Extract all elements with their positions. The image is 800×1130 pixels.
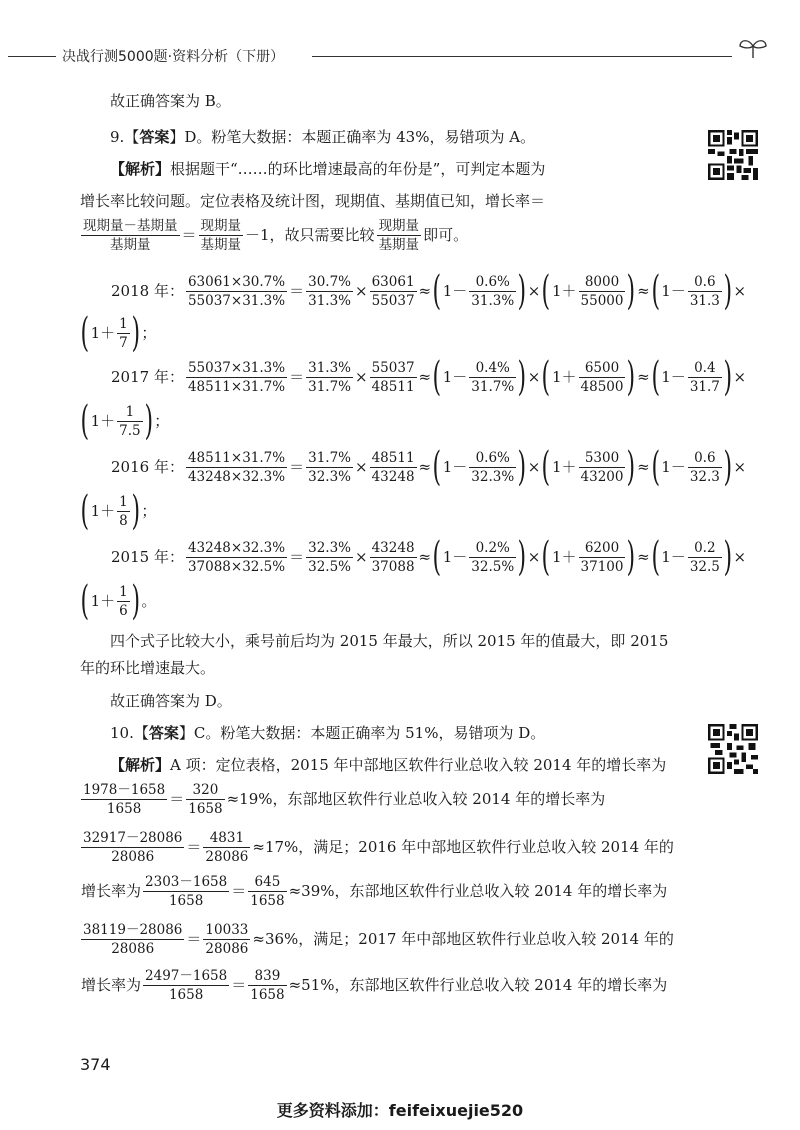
formula-row-2018-continuation: ( 1＋ $\frac{1}{7}$ ) ； xyxy=(80,310,157,356)
q9-answer-text: 】D。粉笔大数据：本题正确率为 43%，易错项为 A。 xyxy=(169,128,536,146)
q10-analysis-line-3: $\frac{32917-28086}{28086}$ ＝ $\frac{4831}{28086}$ ≈17%，满足；2016 年中部地区软件行业总收入较 2014 年的 xyxy=(83,829,674,865)
q10-number: 10.【 xyxy=(110,724,149,742)
q10-analysis-tag: 【解析】 xyxy=(110,756,171,774)
running-header-title: 决战行测5000题·资料分析（下册） xyxy=(62,49,285,65)
q10-analysis-line-1 xyxy=(110,754,682,776)
formula-row-2017-continuation: ( 1＋ $\frac{1}{7.5}$ ) ； xyxy=(80,398,170,444)
q9-answer-line xyxy=(110,126,682,148)
growth-rate-fraction: $\frac{\text{现期量－基期量}}{\text{基期量}}$ xyxy=(83,217,178,253)
formula-row-2015-continuation: ( 1＋ $\frac{1}{6}$ ) 。 xyxy=(80,578,157,624)
header-rule-right xyxy=(312,56,732,57)
q9-number: 9.【 xyxy=(110,128,140,146)
q10-analysis-line-4: 增长率为 $\frac{2303-1658}{1658}$ ＝ $\frac{645}{1658}$ ≈39%，东部地区软件行业总收入较 2014 年的增长率为 xyxy=(81,873,668,909)
conclusion-line-2: 年的环比增速最大。 xyxy=(80,659,216,677)
formula-row-2016-continuation: ( 1＋ $\frac{1}{8}$ ) ； xyxy=(80,488,157,534)
ratio-fraction: $\frac{\text{现期量}}{\text{基期量}}$ xyxy=(200,217,242,253)
ratio-fraction-compare: $\frac{\text{现期量}}{\text{基期量}}$ xyxy=(378,217,420,253)
q10-answer-line xyxy=(110,722,682,744)
q10-analysis-text: A 项：定位表格，2015 年中部地区软件行业总收入较 2014 年的增长率为 xyxy=(170,756,667,774)
header-rule-left xyxy=(8,56,56,57)
q9-analysis-line-2: 增长率比较问题。定位表格及统计图，现期值、基期值已知，增长率＝ xyxy=(80,192,546,210)
answer-d-line: 故正确答案为 D。 xyxy=(110,692,232,710)
formula-row-2016: 2016 年： $\frac{48511\times 31.7\%}{43248\times 32.3\%}$ ＝ $\frac{31.7\%}{32.3\%}$ × $\frac{48511}{43248}$ ≈( 1－ $\frac{0.6\%}{32.3\%}$ ) ×( 1＋ $\frac{5300}{43200}$ ) ≈( 1－ $\frac{0.6}{32.3}$ ) × xyxy=(111,444,747,490)
q9-analysis-tag: 【解析】 xyxy=(110,160,171,178)
page-number: 374 xyxy=(80,1055,111,1074)
footer-contact-text: 更多资料添加：feifeixuejie520 xyxy=(276,1101,524,1120)
formula-row-2017: 2017 年： $\frac{55037\times 31.3\%}{48511\times 31.7\%}$ ＝ $\frac{31.3\%}{31.7\%}$ × $\frac{55037}{48511}$ ≈( 1－ $\frac{0.4\%}{31.7\%}$ ) ×( 1＋ $\frac{6500}{48500}$ ) ≈( 1－ $\frac{0.4}{31.7}$ ) × xyxy=(111,354,747,400)
qr-code-icon[interactable] xyxy=(708,724,758,774)
conclusion-line-1: 四个式子比较大小，乘号前后均为 2015 年最大，所以 2015 年的值最大，即 2015 xyxy=(110,632,669,650)
q9-analysis-line-3: $\frac{\text{现期量－基期量}}{\text{基期量}}$ ＝ $\frac{\text{现期量}}{\text{基期量}}$ －1，故只需要比较 $\frac{\text{现期量}}{\text{基期量}}$ 即可。 xyxy=(83,217,469,253)
qr-code-icon[interactable] xyxy=(708,130,758,180)
q10-analysis-line-6: 增长率为 $\frac{2497-1658}{1658}$ ＝ $\frac{839}{1658}$ ≈51%，东部地区软件行业总收入较 2014 年的增长率为 xyxy=(81,967,668,1003)
sprout-icon xyxy=(736,36,770,64)
formula-row-2018: 2018 年： $\frac{63061\times 30.7\%}{55037\times 31.3\%}$ ＝ $\frac{30.7\%}{31.3\%}$ × $\frac{63061}{55037}$ ≈( 1－ $\frac{0.6\%}{31.3\%}$ ) ×( 1＋ $\frac{8000}{55000}$ ) ≈( 1－ $\frac{0.6}{31.3}$ ) × xyxy=(111,268,747,314)
q10-answer-text: 】C。粉笔大数据：本题正确率为 51%，易错项为 D。 xyxy=(178,724,546,742)
formula-row-2015: 2015 年： $\frac{43248\times 32.3\%}{37088\times 32.5\%}$ ＝ $\frac{32.3\%}{32.5\%}$ × $\frac{43248}{37088}$ ≈( 1－ $\frac{0.2\%}{32.5\%}$ ) ×( 1＋ $\frac{6200}{37100}$ ) ≈( 1－ $\frac{0.2}{32.5}$ ) × xyxy=(111,534,747,580)
q10-analysis-line-5: $\frac{38119-28086}{28086}$ ＝ $\frac{10033}{28086}$ ≈36%，满足；2017 年中部地区软件行业总收入较 2014 年的 xyxy=(83,921,674,957)
q9-answer-tag: 答案 xyxy=(139,128,170,146)
q10-answer-tag: 答案 xyxy=(148,724,179,742)
q9-analysis-text: 根据题干“……的环比增速最高的年份是”，可判定本题为 xyxy=(170,160,546,178)
answer-b-line: 故正确答案为 B。 xyxy=(110,92,231,110)
q10-analysis-line-2: $\frac{1978-1658}{1658}$ ＝ $\frac{320}{1658}$ ≈19%，东部地区软件行业总收入较 2014 年的增长率为 xyxy=(83,781,606,817)
q9-analysis-line-1 xyxy=(110,158,682,180)
